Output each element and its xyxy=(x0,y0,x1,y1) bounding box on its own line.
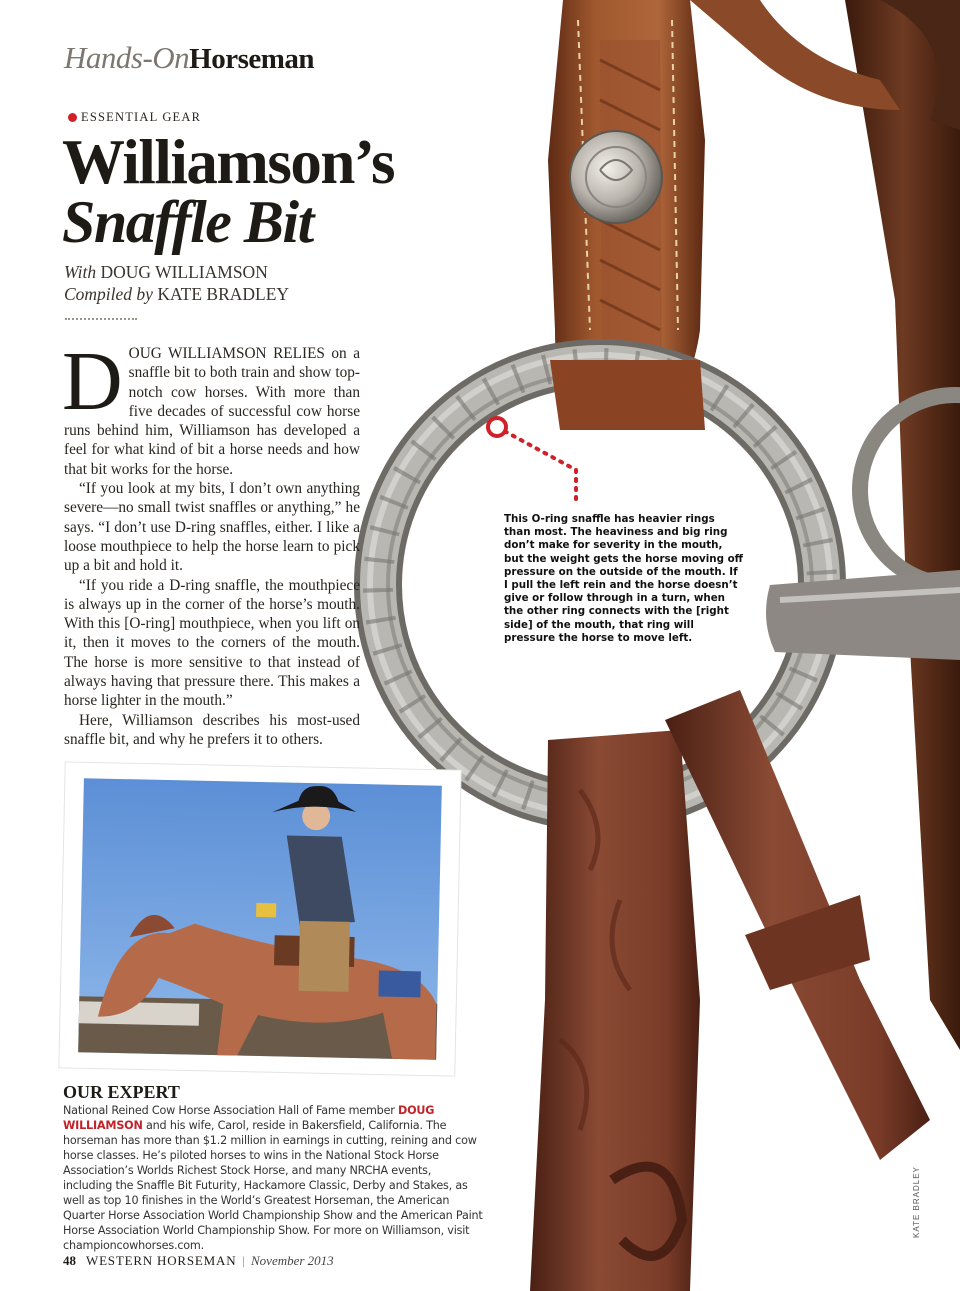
headline-line1: Williamson’s xyxy=(62,127,395,197)
expert-text-after: and his wife, Carol, reside in Bakersfield, California. The horseman has more than $1.2 million in earnings in cutting, reining and cow horse classes. He’s piloted horses to wins in the National Stock Horse Association’s Worlds Richest Stock Horse, and many NRCHA events, including the Snaffle Bit Futurity, Hackamore Classic, Derby and Stakes, as well as top 10 finishes in the World’s Greatest Horseman, the American Quarter Horse Association World Championship Show and the American Paint Horse Association World Championship Show. For more on Williamson, visit championcowhorses.com. xyxy=(63,1119,483,1252)
masthead-horseman: Horseman xyxy=(189,43,315,75)
section-bullet-icon xyxy=(68,113,77,122)
byline-with-prefix: With xyxy=(64,262,97,282)
article-paragraph-1 xyxy=(62,335,360,479)
mouthpiece xyxy=(766,570,960,660)
article-p1-text: OUG WILLIAMSON RELIES on a snaffle bit to both train and show top-notch cow horses. With more than five decades of successful cow horse runs behind him, Williamson has developed a feel for what kind of bit a horse needs and how that bit works for the horse. xyxy=(64,345,360,478)
byline-with-name: DOUG WILLIAMSON xyxy=(100,262,268,282)
section-label-text: ESSENTIAL GEAR xyxy=(81,110,202,124)
dotted-rule xyxy=(65,318,137,320)
concho xyxy=(570,131,662,223)
article-paragraph-3: “If you ride a D-ring snaffle, the mouthpiece is always up in the corner of the horse’s mouth. With this [O-ring] mouthpiece, when you lift on it, then it moves to the corners of the mouth. The horse is more sensitive to that instead of always having that pressure there. This makes a horse lighter in the mouth.” xyxy=(64,576,360,710)
section-label xyxy=(68,110,201,125)
byline-compiled-prefix: Compiled by xyxy=(64,284,153,304)
page-number: 48 xyxy=(63,1253,76,1268)
article-paragraph-4: Here, Williamson describes his most-used snaffle bit, and why he prefers it to others. xyxy=(64,711,360,748)
masthead-hands-on: Hands-On xyxy=(64,40,190,75)
callout-line xyxy=(497,427,576,502)
rider-photo xyxy=(59,762,461,1076)
masthead xyxy=(64,40,314,76)
bit-caption: This O-ring snaffle has heavier rings than most. The heaviness and big ring don’t make for severity in the mouth, but the weight gets the horse moving off pressure on the outside of the mouth. If I pull the left rein and the horse doesn’t give or follow through in a turn, when the other ring connects with the [right side] of the mouth, that ring will pressure the horse to move left. xyxy=(504,513,744,644)
article-paragraph-2: “If you look at my bits, I don’t own anything severe—no small twist snaffles or anything,” he says. “I don’t use D-ring snaffles, either. I like a loose mouthpiece to help the horse learn to pick up a bit and hold it. xyxy=(64,480,360,575)
expert-name: DOUG WILLIAMSON xyxy=(63,1104,435,1132)
publication-name: WESTERN HORSEMAN xyxy=(86,1253,237,1268)
drop-cap: D xyxy=(62,335,123,428)
expert-heading: OUR EXPERT xyxy=(63,1082,180,1102)
footer-separator: | xyxy=(242,1253,245,1268)
rein-left xyxy=(530,730,700,1291)
issue-date: November 2013 xyxy=(251,1253,334,1268)
expert-bio xyxy=(63,1103,483,1253)
headline-line2: Snaffle Bit xyxy=(62,189,313,255)
page-footer xyxy=(63,1253,334,1269)
article-body xyxy=(62,335,360,749)
photo-credit: KATE BRADLEY xyxy=(912,1166,921,1238)
byline-with xyxy=(64,262,268,283)
byline-compiled xyxy=(64,284,289,305)
expert-text-before: National Reined Cow Horse Association Hall of Fame member xyxy=(63,1104,399,1117)
byline-compiled-name: KATE BRADLEY xyxy=(157,284,290,304)
callout-marker xyxy=(488,418,506,436)
